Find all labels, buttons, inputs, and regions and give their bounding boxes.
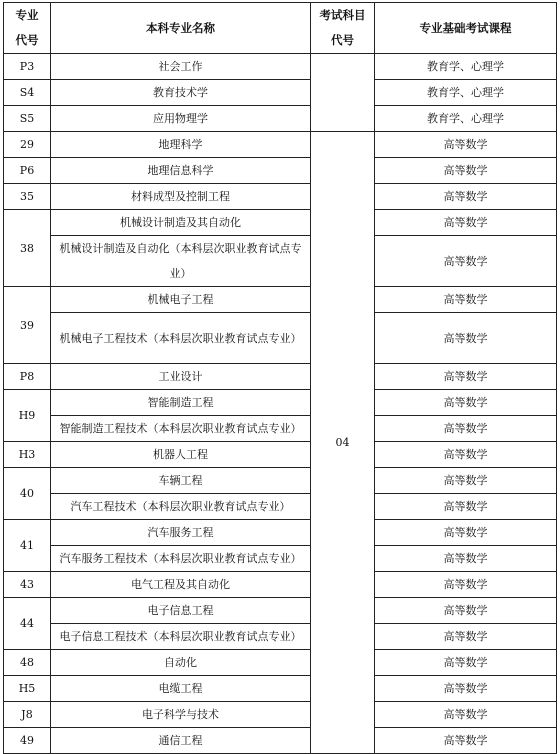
- row-name: 工业设计: [51, 364, 311, 390]
- table-row: [4, 416, 557, 442]
- row-code: 49: [4, 728, 51, 754]
- table-row: [4, 494, 557, 520]
- table-row: [4, 158, 557, 184]
- row-course: 高等数学: [375, 287, 557, 313]
- row-code: 40: [4, 468, 51, 520]
- row-name-alt: 智能制造工程技术（本科层次职业教育试点专业）: [51, 416, 311, 442]
- row-course: 高等数学: [375, 728, 557, 754]
- row-course: 高等数学: [375, 572, 557, 598]
- row-course-alt: 高等数学: [375, 624, 557, 650]
- row-code: S4: [4, 80, 51, 106]
- row-code: 38: [4, 210, 51, 287]
- row-course-alt: 高等数学: [375, 313, 557, 364]
- table-row: [4, 650, 557, 676]
- header-code: 专业 代号: [4, 3, 51, 54]
- row-name: 汽车服务工程: [51, 520, 311, 546]
- row-name-alt: 汽车工程技术（本科层次职业教育试点专业）: [51, 494, 311, 520]
- row-name-alt: 汽车服务工程技术（本科层次职业教育试点专业）: [51, 546, 311, 572]
- row-name: 地理信息科学: [51, 158, 311, 184]
- row-name: 车辆工程: [51, 468, 311, 494]
- table-row: [4, 520, 557, 546]
- row-code: 48: [4, 650, 51, 676]
- row-course: 教育学、心理学: [375, 54, 557, 80]
- row-name: 电气工程及其自动化: [51, 572, 311, 598]
- table-row: [4, 80, 557, 106]
- table-row: [4, 364, 557, 390]
- row-name: 电子科学与技术: [51, 702, 311, 728]
- row-course: 高等数学: [375, 442, 557, 468]
- row-code: 43: [4, 572, 51, 598]
- table-row: [4, 313, 557, 364]
- table-row: [4, 442, 557, 468]
- table-row: [4, 210, 557, 236]
- row-code: S5: [4, 106, 51, 132]
- row-code: H3: [4, 442, 51, 468]
- table-row: [4, 132, 557, 158]
- row-course: 高等数学: [375, 676, 557, 702]
- row-course-alt: 高等数学: [375, 494, 557, 520]
- header-name: 本科专业名称: [51, 3, 311, 54]
- header-course: 专业基础考试课程: [375, 3, 557, 54]
- row-course-alt: 高等数学: [375, 546, 557, 572]
- subject-code-cell: [311, 54, 375, 132]
- row-code: H5: [4, 676, 51, 702]
- row-course: 高等数学: [375, 650, 557, 676]
- row-code: P3: [4, 54, 51, 80]
- table-row: [4, 184, 557, 210]
- header-subject-code: 考试科目 代号: [311, 3, 375, 54]
- row-course: 高等数学: [375, 468, 557, 494]
- row-name: 教育技术学: [51, 80, 311, 106]
- row-course: 高等数学: [375, 158, 557, 184]
- row-name: 应用物理学: [51, 106, 311, 132]
- row-name: 智能制造工程: [51, 390, 311, 416]
- row-name: 机械电子工程: [51, 287, 311, 313]
- table-row: [4, 287, 557, 313]
- row-course: 教育学、心理学: [375, 80, 557, 106]
- row-code: 41: [4, 520, 51, 572]
- row-course: 高等数学: [375, 364, 557, 390]
- row-course: 高等数学: [375, 132, 557, 158]
- table-row: [4, 728, 557, 754]
- row-course: 高等数学: [375, 390, 557, 416]
- row-code: J8: [4, 702, 51, 728]
- row-code: 35: [4, 184, 51, 210]
- row-name: 机械设计制造及其自动化: [51, 210, 311, 236]
- row-code: 29: [4, 132, 51, 158]
- table-row: [4, 106, 557, 132]
- row-name: 地理科学: [51, 132, 311, 158]
- table-row: [4, 546, 557, 572]
- row-name: 社会工作: [51, 54, 311, 80]
- row-name: 自动化: [51, 650, 311, 676]
- row-course: 教育学、心理学: [375, 106, 557, 132]
- row-name: 电子信息工程: [51, 598, 311, 624]
- row-name: 材料成型及控制工程: [51, 184, 311, 210]
- row-name: 电缆工程: [51, 676, 311, 702]
- major-exam-table: [3, 2, 557, 754]
- table-row: [4, 468, 557, 494]
- table-body: [4, 54, 557, 754]
- row-course-alt: 高等数学: [375, 236, 557, 287]
- row-name: 机器人工程: [51, 442, 311, 468]
- table-row: [4, 676, 557, 702]
- table-row: [4, 236, 557, 287]
- table-row: [4, 572, 557, 598]
- row-course: 高等数学: [375, 520, 557, 546]
- row-name: 通信工程: [51, 728, 311, 754]
- table-row: [4, 702, 557, 728]
- row-name-alt: 机械设计制造及自动化（本科层次职业教育试点专业）: [51, 236, 311, 287]
- table-row: [4, 598, 557, 624]
- table-row: [4, 624, 557, 650]
- subject-code-cell: 04: [311, 132, 375, 754]
- row-course-alt: 高等数学: [375, 416, 557, 442]
- row-code: H9: [4, 390, 51, 442]
- row-code: P6: [4, 158, 51, 184]
- row-course: 高等数学: [375, 598, 557, 624]
- row-code: 44: [4, 598, 51, 650]
- row-course: 高等数学: [375, 210, 557, 236]
- row-code: 39: [4, 287, 51, 364]
- row-course: 高等数学: [375, 184, 557, 210]
- row-course: 高等数学: [375, 702, 557, 728]
- row-name-alt: 机械电子工程技术（本科层次职业教育试点专业）: [51, 313, 311, 364]
- row-code: P8: [4, 364, 51, 390]
- table-row: [4, 390, 557, 416]
- row-name-alt: 电子信息工程技术（本科层次职业教育试点专业）: [51, 624, 311, 650]
- table-row: [4, 54, 557, 80]
